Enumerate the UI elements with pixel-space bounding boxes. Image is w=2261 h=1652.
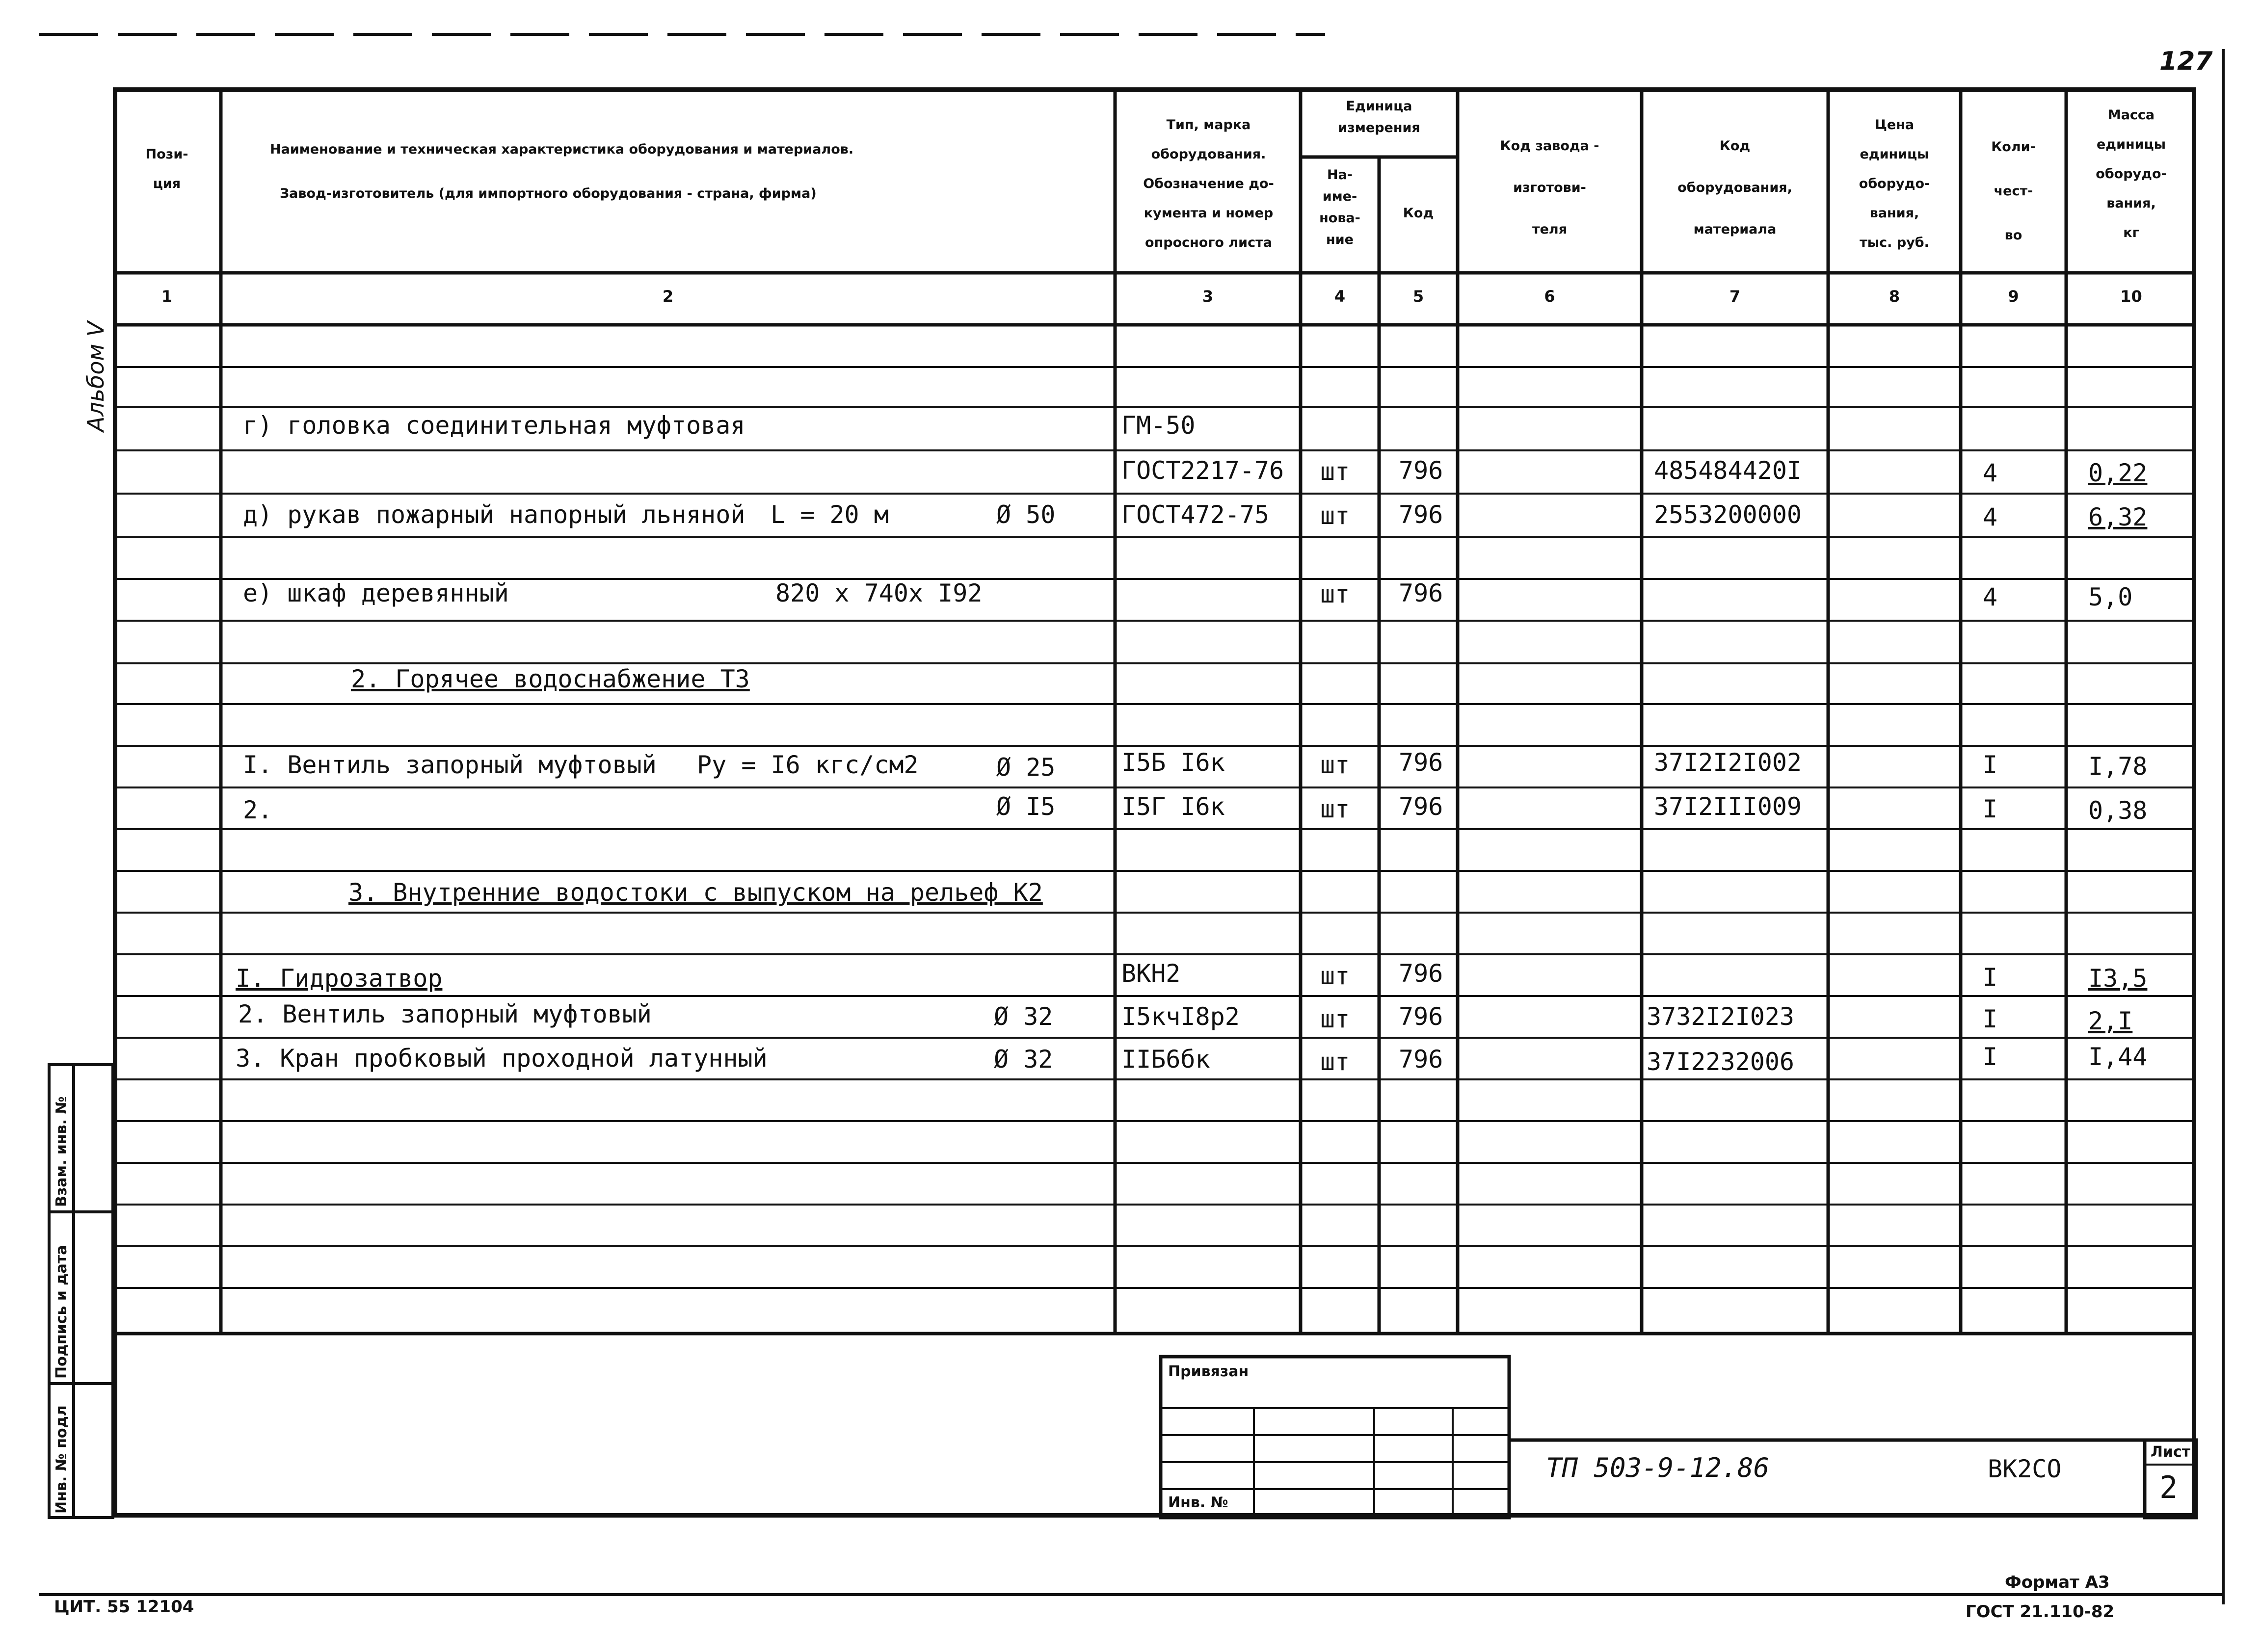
row-type: ГОСТ472-75 [1121, 500, 1270, 529]
row-unit: шт [1320, 1005, 1350, 1033]
page-number: 127 [2159, 47, 2213, 76]
stamp-inv-no: Инв. № [1168, 1494, 1228, 1511]
row-equipment-code: 485484420I [1654, 456, 1802, 485]
row-type: ВКН2 [1121, 959, 1181, 988]
row-unit-code: 796 [1399, 579, 1443, 607]
row-qty: I [1983, 795, 1998, 823]
row-param: L = 20 м [771, 500, 889, 529]
row-mass: I,44 [2088, 1043, 2148, 1071]
row-qty: I [1983, 1043, 1998, 1071]
row-type: IIБ6бк [1121, 1045, 1210, 1074]
section-title [348, 878, 1043, 907]
col-num-10: 10 [2120, 287, 2142, 306]
row-type: I5кчI8р2 [1121, 1002, 1240, 1031]
row-mass: 6,32 [2088, 503, 2148, 531]
row-diameter: Ø 25 [996, 753, 1056, 782]
row-unit: шт [1320, 795, 1350, 823]
col-num-1: 1 [161, 287, 173, 306]
row-mass: 5,0 [2088, 583, 2133, 611]
row-unit-code: 796 [1399, 456, 1443, 485]
row-unit-code: 796 [1399, 1045, 1443, 1074]
col-num-2: 2 [662, 287, 674, 306]
col-num-9: 9 [2008, 287, 2019, 306]
row-name: 3. Кран пробковый проходной латунный [236, 1044, 768, 1073]
row-unit: шт [1320, 580, 1350, 608]
row-unit: шт [1320, 751, 1350, 779]
row-unit: шт [1320, 501, 1350, 530]
section-title-text: 3. Внутренние водостоки с выпуском на рельеф К2 [348, 878, 1043, 907]
header-price: Цена единицы оборудо- вания, тыс. руб. [1859, 117, 1930, 250]
row-mass: 0,22 [2088, 459, 2148, 487]
row-diameter: Ø I5 [996, 792, 1056, 821]
stamp-sheet-number: 2 [2159, 1469, 2178, 1505]
row-equipment-code: 3732I2I023 [1647, 1002, 1795, 1031]
footer-format: Формат А3 [2005, 1573, 2110, 1592]
row-type: ГМ-50 [1121, 411, 1196, 440]
header-name-2: Завод-изготовитель (для импортного оборудования - страна, фирма) [280, 186, 817, 201]
header-type: Тип, марка оборудования. Обозначение до- кумента и номер опросного листа [1143, 117, 1274, 250]
row-qty: 4 [1983, 459, 1998, 487]
row-qty: I [1983, 963, 1998, 992]
col-num-5: 5 [1412, 287, 1424, 306]
row-mass: I,78 [2088, 752, 2148, 781]
row-qty: 4 [1983, 583, 1998, 611]
album-label: Альбом V [82, 321, 109, 432]
row-mass: 2,I [2088, 1007, 2133, 1035]
footer-gost: ГОСТ 21.110-82 [1966, 1602, 2115, 1622]
row-name: г) головка соединительная муфтовая [243, 411, 745, 440]
row-unit-code: 796 [1399, 500, 1443, 529]
col-num-8: 8 [1889, 287, 1900, 306]
header-equipment-code: Код оборудования, материала [1677, 138, 1792, 237]
col-num-6: 6 [1544, 287, 1555, 306]
header-unit: Единица измерения [1338, 99, 1420, 135]
row-name: 2. Вентиль запорный муфтовый [238, 1000, 652, 1028]
row-type: I5Г I6к [1121, 792, 1225, 821]
strip-label-inv-original: Инв. № подл [53, 1405, 70, 1514]
row-param: Ру = I6 кгс/см2 [697, 751, 919, 779]
row-equipment-code: 2553200000 [1654, 500, 1802, 529]
row-unit: шт [1320, 457, 1350, 486]
row-diameter: Ø 32 [994, 1002, 1053, 1031]
row-unit-code: 796 [1399, 748, 1443, 777]
header-unit-code: Код [1403, 206, 1434, 221]
row-diameter: Ø 32 [994, 1045, 1053, 1074]
header-unit-name: На- име- нова- ние [1319, 167, 1360, 247]
header-mass: Масса единицы оборудо- вания, кг [2096, 107, 2167, 240]
header-quantity: Коли- чест- во [1991, 139, 2036, 243]
row-type: ГОСТ2217-76 [1121, 456, 1284, 485]
row-name: д) рукав пожарный напорный льняной [243, 500, 745, 529]
row-unit: шт [1320, 1048, 1350, 1076]
row-qty: I [1983, 751, 1998, 779]
stamp-doc-code: ТП 503-9-12.86 [1546, 1452, 1770, 1483]
footer-cit: ЦИТ. 55 12104 [54, 1597, 194, 1617]
row-qty: 4 [1983, 503, 1998, 531]
row-qty: I [1983, 1005, 1998, 1033]
section-title: 2. Горячее водоснабжение Т3 [351, 665, 750, 693]
row-equipment-code: 37I2III009 [1654, 792, 1802, 821]
row-diameter: Ø 50 [996, 500, 1056, 529]
col-num-4: 4 [1334, 287, 1346, 306]
header-position: Пози- ция [145, 147, 188, 191]
row-unit-code: 796 [1399, 1002, 1443, 1031]
stamp-mark: ВК2СО [1988, 1455, 2062, 1483]
stamp-sheet-label: Лист [2151, 1443, 2191, 1461]
stamp-privyazan: Привязан [1168, 1363, 1249, 1380]
strip-label-replaced-inv: Взам. инв. № [53, 1096, 70, 1207]
row-unit-code: 796 [1399, 959, 1443, 988]
row-param: 820 х 740х I92 [775, 579, 983, 607]
row-type: I5Б I6к [1121, 748, 1225, 777]
row-mass: 0,38 [2088, 796, 2148, 825]
row-name: I. Гидрозатвор [236, 964, 443, 993]
strip-label-signature-date: Подпись и дата [53, 1245, 70, 1379]
row-mass: I3,5 [2088, 964, 2148, 993]
row-equipment-code: 37I2232006 [1647, 1048, 1795, 1076]
header-name-1: Наименование и техническая характеристика оборудования и материалов. [270, 142, 854, 157]
col-num-7: 7 [1729, 287, 1741, 306]
row-equipment-code: 37I2I2I002 [1654, 748, 1802, 777]
col-num-3: 3 [1202, 287, 1214, 306]
row-unit-code: 796 [1399, 792, 1443, 821]
row-name: 2. [243, 796, 273, 824]
row-name: I. Вентиль запорный муфтовый [243, 751, 657, 779]
header-manufacturer-code: Код завода - изготови- теля [1500, 138, 1599, 237]
row-name: е) шкаф деревянный [243, 579, 509, 607]
row-unit: шт [1320, 962, 1350, 990]
